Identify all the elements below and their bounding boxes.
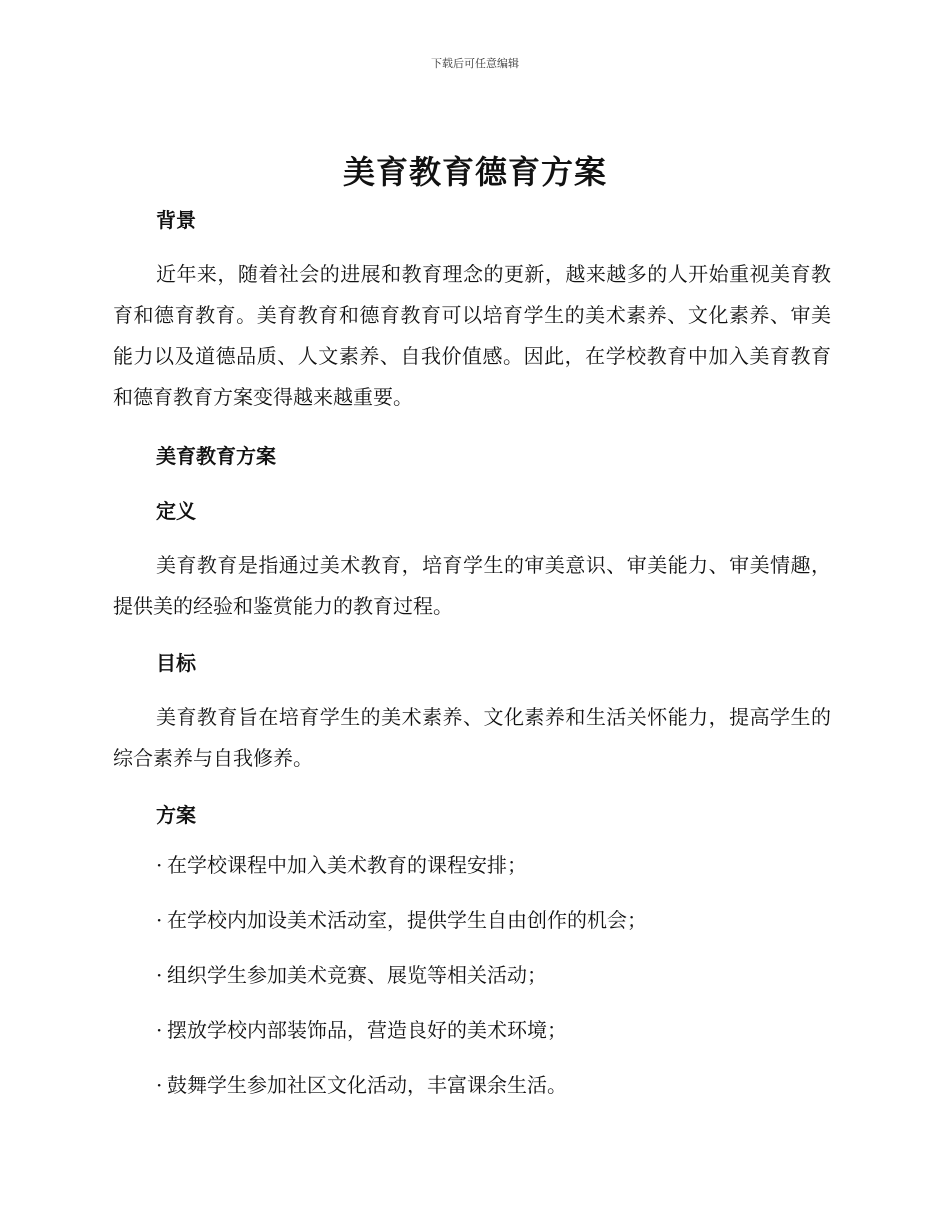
- section-heading-aesthetic-plan: 美育教育方案: [156, 444, 276, 468]
- bullet-icon: ·: [156, 1018, 163, 1042]
- header-note: 下载后可任意编辑: [431, 57, 519, 70]
- section-heading-definition: 定义: [156, 499, 196, 523]
- list-item-text: 组织学生参加美术竞赛、展览等相关活动；: [167, 963, 547, 987]
- list-item: [156, 1070, 647, 1100]
- list-item: [156, 1015, 647, 1045]
- bullet-icon: ·: [156, 1073, 163, 1097]
- bullet-icon: ·: [156, 908, 163, 932]
- plan-list: [156, 850, 647, 1125]
- definition-paragraph: 美育教育是指通过美术教育，培育学生的审美意识、审美能力、审美情趣，提供美的经验和鉴赏能力的教育过程。: [113, 553, 831, 618]
- bullet-icon: ·: [156, 853, 163, 877]
- list-item-text: 摆放学校内部装饰品，营造良好的美术环境；: [167, 1018, 567, 1042]
- bullet-icon: ·: [156, 963, 163, 987]
- section-heading-plan: 方案: [156, 803, 196, 827]
- document-title: 美育教育德育方案: [342, 153, 607, 191]
- section-heading-background: 背景: [156, 208, 196, 232]
- list-item-text: 鼓舞学生参加社区文化活动，丰富课余生活。: [167, 1073, 567, 1097]
- list-item: [156, 850, 647, 880]
- list-item: [156, 960, 647, 990]
- background-paragraph: 近年来，随着社会的进展和教育理念的更新，越来越多的人开始重视美育教育和德育教育。美育教育和德育教育可以培育学生的美术素养、文化素养、审美能力以及道德品质、人文素养、自我价值感。因此，在学校教育中加入美育教育和德育教育方案变得越来越重要。: [113, 262, 831, 409]
- section-heading-goal: 目标: [156, 651, 196, 675]
- list-item-text: 在学校内加设美术活动室，提供学生自由创作的机会；: [167, 908, 647, 932]
- goal-paragraph: 美育教育旨在培育学生的美术素养、文化素养和生活关怀能力，提高学生的综合素养与自我修养。: [113, 705, 831, 770]
- list-item-text: 在学校课程中加入美术教育的课程安排；: [167, 853, 527, 877]
- list-item: [156, 905, 647, 935]
